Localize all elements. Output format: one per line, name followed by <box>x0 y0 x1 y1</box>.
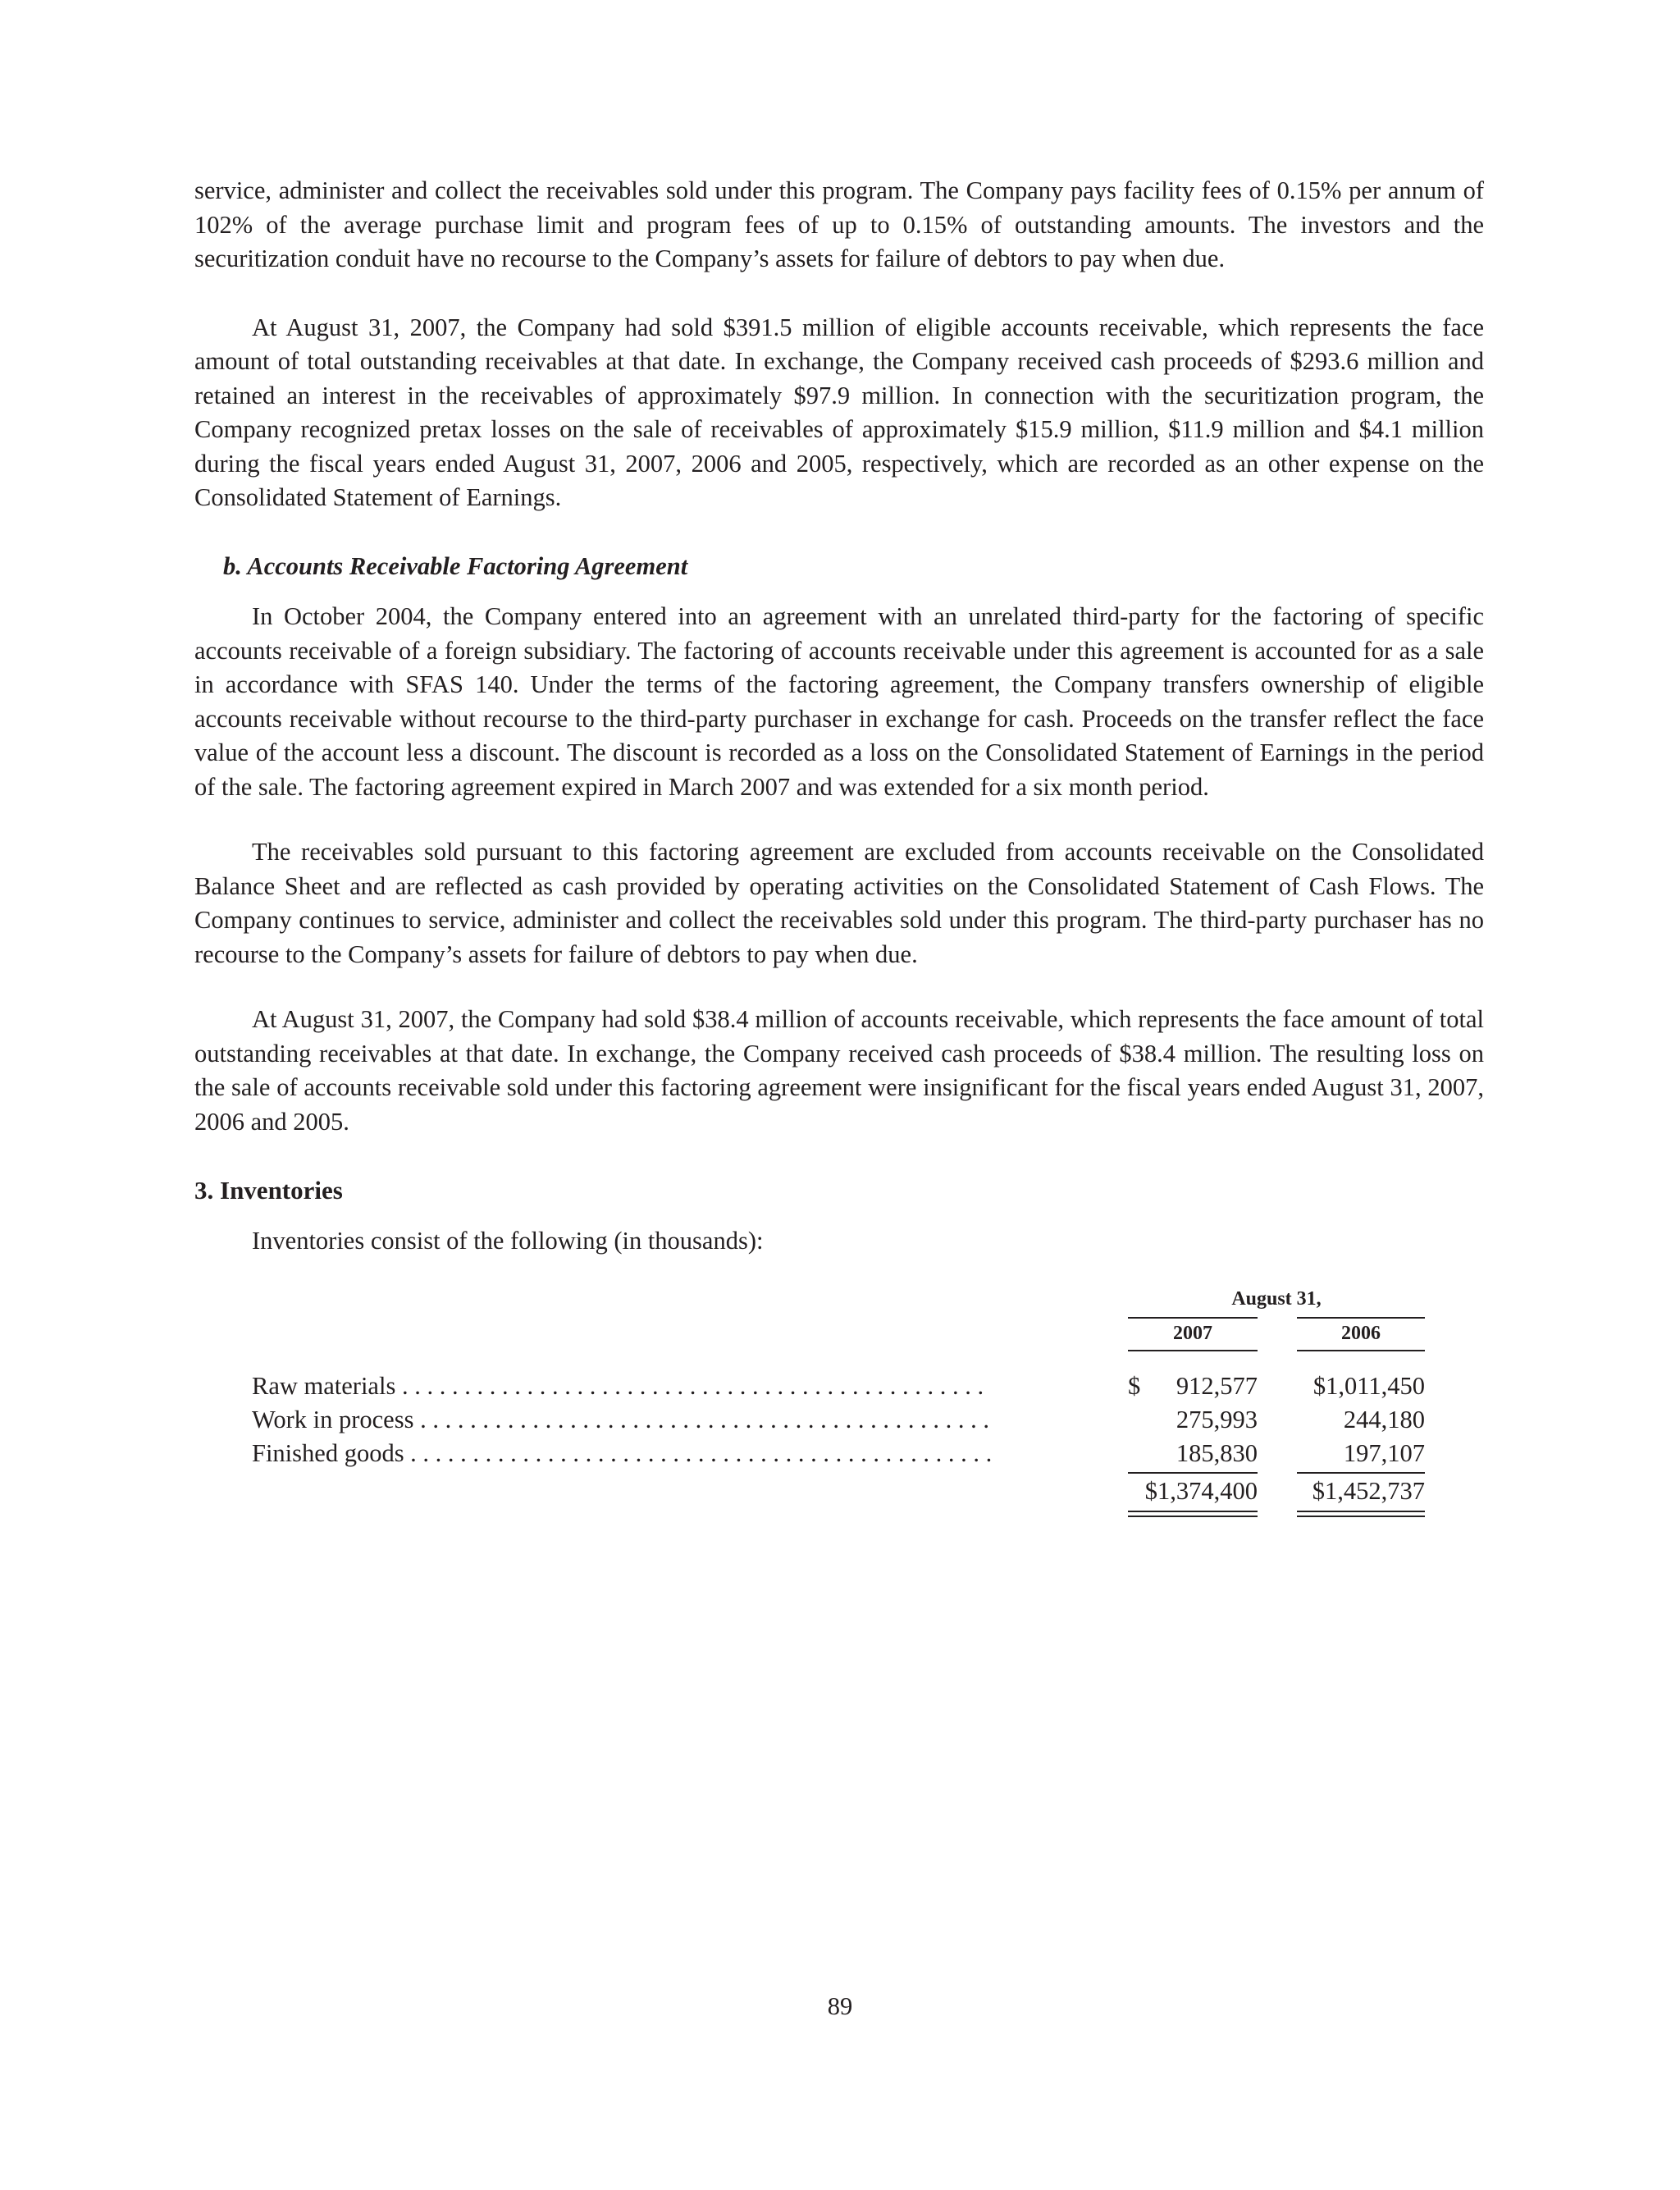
paragraph-factoring-sold: At August 31, 2007, the Company had sold $38.4 million of accounts receivable, which represents the face amount of total outstanding receivables at that date. In exchange, the Company received cash proceeds of $38.4 million. The resulting loss on the sale of accounts receivable sold under this factoring agreement were insignificant for the fiscal years ended August 31, 2007, 2006 and 2005. <box>194 1005 1484 1136</box>
value-2007: 912,577 <box>1176 1372 1258 1400</box>
subtotal-rule-2007 <box>1128 1472 1258 1474</box>
value-2007: 275,993 <box>1176 1406 1258 1433</box>
value-2007: 185,830 <box>1176 1439 1258 1467</box>
total-double-rule-2006 <box>1297 1511 1425 1517</box>
table-row-work-in-process <box>252 1403 1426 1437</box>
inventories-intro: Inventories consist of the following (in thousands): <box>252 1226 764 1255</box>
paragraph-factoring-agreement: In October 2004, the Company entered into an agreement with an unrelated third-party for the factoring of specific accounts receivable of a foreign subsidiary. The factoring of accounts receivable under this agreement is accounted for as a sale in accordance with SFAS 140. Under the terms of the factoring agreement, the Company transfers ownership of eligible accounts receivable without recourse to the third-party purchaser in exchange for cash. Proceeds on the transfer reflect the face value of the account less a discount. The discount is recorded as a loss on the Consolidated Statement of Earnings in the period of the sale. The factoring agreement expired in March 2007 and was extended for a six month period. <box>194 602 1484 801</box>
paragraph-securitization-continued: service, administer and collect the receivables sold under this program. The Company pays facility fees of 0.15% per annum of 102% of the average purchase limit and program fees of up to 0.15% of outstanding amounts. The investors and the securitization conduit have no recourse to the Company’s assets for failure of debtors to pay when due. <box>194 176 1484 272</box>
table-row-raw-materials <box>252 1369 1426 1403</box>
row-label: Raw materials . . . . . . . . . . . . . . . . . . . . . . . . . . . . . . . . . . . . . . . . . . . . . . . <box>252 1372 984 1400</box>
row-label: Finished goods . . . . . . . . . . . . . . . . . . . . . . . . . . . . . . . . . . . . . . . . . . . . . . . <box>252 1439 993 1467</box>
subtotal-rule-2006 <box>1297 1472 1425 1474</box>
total-double-rule-2007 <box>1128 1511 1258 1517</box>
table-row-total <box>252 1474 1426 1508</box>
total-2006: $1,452,737 <box>1312 1477 1425 1505</box>
subheading-factoring-agreement: b. Accounts Receivable Factoring Agreement <box>223 551 688 580</box>
column-header-2006: 2006 <box>1297 1317 1425 1351</box>
paragraph-factoring-excluded: The receivables sold pursuant to this factoring agreement are excluded from accounts receivable on the Consolidated Balance Sheet and are reflected as cash provided by operating activities on the Consolidated Statement of Cash Flows. The Company continues to service, administer and collect the receivables sold under this program. The third-party purchaser has no recourse to the Company’s assets for failure of debtors to pay when due. <box>194 838 1484 968</box>
total-2007: $1,374,400 <box>1144 1477 1258 1505</box>
table-group-header: August 31, <box>1231 1288 1322 1310</box>
document-page <box>194 174 1484 1507</box>
paragraph-securitization-sold: At August 31, 2007, the Company had sold $391.5 million of eligible accounts receivable, which represents the face amount of total outstanding receivables at that date. In exchange, the Company received cash proceeds of $293.6 million and retained an interest in the receivables of approximately $97.9 million. In connection with the securitization program, the Company recognized pretax losses on the sale of receivables of approximately $15.9 million, $11.9 million and $4.1 million during the fiscal years ended August 31, 2007, 2006 and 2005, respectively, which are recorded as an other expense on the Consolidated Statement of Earnings. <box>194 313 1484 511</box>
value-2006: 244,180 <box>1343 1406 1425 1433</box>
table-row-finished-goods <box>252 1437 1426 1470</box>
section-heading-inventories: 3. Inventories <box>194 1176 343 1205</box>
value-2006: 197,107 <box>1343 1439 1425 1467</box>
value-2006: $1,011,450 <box>1312 1372 1425 1400</box>
column-header-2007: 2007 <box>1128 1317 1258 1351</box>
page-number: 89 <box>827 1992 853 2020</box>
row-label: Work in process . . . . . . . . . . . . . . . . . . . . . . . . . . . . . . . . . . . . . . . . . . . . . . <box>252 1406 989 1433</box>
currency-symbol: $ <box>1128 1372 1141 1400</box>
inventories-table <box>252 1286 1426 1507</box>
